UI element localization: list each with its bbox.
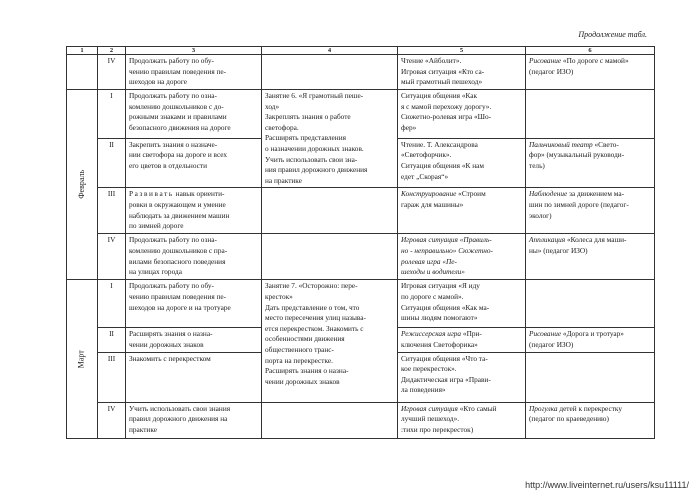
cell-line: о назначении дорожных знаков. [265,143,364,153]
cell-line: рожными знаками и правилами [129,112,227,122]
cell-line: :тихи про перекресток) [401,424,474,434]
cell-line: фер» [401,122,417,132]
cell-line: (педагог по краеведению) [529,414,609,424]
cell-line: Продолжать работу по обу- [129,281,214,291]
develop-tail: навык ориенти- [173,189,225,199]
table-row [67,188,655,234]
develop-spaced-word: Развивать [129,189,174,199]
cell-line: (педагог ИЗО) [529,66,574,76]
cell-line: Ситуация общения «Что та- [401,353,488,363]
footer-url[interactable]: http://www.liveinternet.ru/users/ksu11111/ [525,480,689,490]
cell-line: едет „Скорая“» [401,171,449,181]
goal-cell [126,188,262,234]
cell-line: ровки в окружающем и умение [129,199,226,209]
cell-line: шеходов на дороге и на тротуаре [129,302,231,312]
activity-cell [398,138,526,188]
cell-line: кое перекресток». [401,364,457,374]
cell-line: на практике [265,175,302,185]
week-cell: IV [98,55,126,90]
table-row [67,234,655,280]
activity-cell [398,352,526,402]
table-row [67,280,655,328]
lesson-cell-empty [262,188,398,234]
goal-cell [126,280,262,328]
activity-cell [398,280,526,328]
cell-line: комлению дошкольников с до- [129,101,224,111]
goal-cell [126,55,262,90]
week-cell: IV [98,402,126,438]
cell-line: Занятие 6. «Я грамотный пеше- [265,91,364,100]
week-cell: III [98,352,126,402]
cell-line: гараж для машины» [401,199,464,209]
collab-cell [526,234,655,280]
cell-line: его цветов в отдельности [129,161,207,171]
cell-line: Игровая ситуация «Я иду [401,281,480,291]
goal-cell [126,352,262,402]
col-header-6: 6 [526,47,655,55]
week-cell: I [98,280,126,328]
table-row [67,90,655,139]
month-cell-feb [67,90,98,280]
cell-line: Расширять знания о назна- [129,329,213,339]
goal-cell [126,90,262,139]
cell-line: ход» [265,101,280,111]
cell-line: я с мамой перехожу дорогу». [401,101,492,111]
continuation-label: Продолжение табл. [578,30,647,39]
col-header-3: 3 [126,47,262,55]
collab-cell [526,55,655,90]
cell-line: Игровая ситуация «Правиль- [401,235,492,245]
col-header-5: 5 [398,47,526,55]
cell-line: ла поведения» [401,385,446,395]
cell-line: ния правил дорожного движения [265,165,368,175]
cell-line: Дать представление о том, что [265,302,360,312]
cell-line: (педагог ИЗО) [529,339,574,349]
cell-line: практике [129,424,157,434]
cell-line: тель) [529,161,545,171]
collab-cell [526,188,655,234]
cell-line: Конструирование «Строим [401,189,486,199]
cell-line: Учить использовать свои знания [129,403,231,413]
collab-cell [526,328,655,352]
lesson-cell-empty [262,402,398,438]
activity-cell [398,55,526,90]
cell-line: Игровая ситуация «Кто са- [401,66,485,76]
cell-line: шины людям помогают» [401,313,478,323]
cell-line: Закрепить знания о назначе- [129,139,218,149]
goal-cell [126,234,262,280]
cell-line: особенностями движения [265,334,345,344]
cell-line: Ситуация общения «К нам [401,161,484,171]
cell-line: Наблюдение за движением ма- [529,189,625,199]
lesson-cell-feb [262,90,398,188]
header-row [67,47,655,55]
cell-line: эколог) [529,210,552,220]
activity-cell [398,402,526,438]
lesson-cell-empty [262,55,398,90]
month-label-mar: Март [76,349,86,368]
cell-line: Продолжать работу по озна- [129,91,217,100]
month-cell-empty [67,55,98,90]
activity-cell [398,90,526,139]
week-cell: II [98,328,126,352]
cell-line: шеходов на дороге [129,77,187,87]
cell-line: Расширять знания о назна- [265,366,349,376]
cell-line: Дидактическая игра «Прави- [401,374,491,384]
week-cell: III [98,188,126,234]
cell-line: ролевая игра «Пе- [401,256,457,266]
cell-line: Режиссерская игра «При- [401,329,482,339]
cell-line: Рисование «По дороге с мамой» [529,56,629,65]
cell-line: Чтение «Айболит». [401,56,462,65]
col-header-4: 4 [262,47,398,55]
cell-line: Учить использовать свои зна- [265,154,358,164]
cell-line: ключения Светофорика» [401,339,478,349]
cell-line: шин по зимней дороге (педагог- [529,199,629,209]
activity-cell [398,188,526,234]
cell-line: Аппликация «Колеса для маши- [529,235,627,245]
cell-line: Сюжетно-ролевая игра «Шо- [401,112,492,122]
cell-line: Чтение. Т. Александрова [401,139,478,149]
week-cell: I [98,90,126,139]
cell-line: «Светофорчик». [401,150,452,160]
cell-line: Закреплять знания о работе [265,112,351,122]
cell-line: чении дорожных знаков [265,376,340,386]
cell-line: чению правилам поведения пе- [129,291,227,301]
cell-line: на улицах города [129,267,182,277]
cell-line: но - неправильно» Сюжетно- [401,245,493,255]
activity-cell [398,328,526,352]
activity-cell [398,234,526,280]
cell-line: мый грамотный пешеход» [401,77,483,87]
cell-line: чении дорожных знаков [129,339,204,349]
table-row [67,402,655,438]
cell-line: наблюдать за движением машин [129,210,230,220]
month-label-feb: Февраль [76,170,86,200]
col-header-2: 2 [98,47,126,55]
lesson-cell-mar [262,280,398,402]
cell-line: Игровая ситуация «Кто самый [401,403,497,413]
lesson-cell-empty [262,234,398,280]
cell-line: кресток» [265,291,293,301]
cell-line: лучший пешеход». [401,414,460,424]
cell-line: ны» (педагог ИЗО) [529,245,588,255]
cell-line: чению правилам поведения пе- [129,66,227,76]
cell-line: по зимней дороге [129,221,184,231]
cell-line: Продолжать работу по обу- [129,56,214,65]
cell-line: Ситуация общения «Как [401,91,478,100]
month-cell-mar [67,280,98,438]
collab-cell [526,402,655,438]
cell-line: общественного транс- [265,344,334,354]
cell-line: нии светофора на дороге и всех [129,150,228,160]
cell-line: место пересечения улиц называ- [265,313,366,323]
goal-cell [126,328,262,352]
collab-cell [526,352,655,402]
cell-line: безопасного движения на дороге [129,122,231,132]
goal-lines [129,200,258,232]
cell-line: порта на перекрестке. [265,355,333,365]
cell-line: вилами безопасного поведения [129,256,226,266]
cell-line: правил дорожного движения на [129,414,228,424]
week-cell: II [98,138,126,188]
collab-cell [526,90,655,139]
cell-line: Занятие 7. «Осторожно: пере- [265,281,358,291]
cell-line: Расширять представления [265,133,346,143]
cell-line: по дороге с мамой». [401,291,464,301]
curriculum-table [66,46,655,439]
cell-line: Знакомить с перекрестком [129,353,211,363]
cell-line: Ситуация общения «Как ма- [401,302,490,312]
cell-line: ется перекрестком. Знакомить с [265,323,364,333]
cell-line: Пальчиковый театр «Свето- [529,139,619,149]
week-cell: IV [98,234,126,280]
cell-line: шеходы и водители» [401,267,465,277]
cell-line: Рисование «Дорога и тротуар» [529,329,624,339]
goal-cell [126,138,262,188]
cell-line: светофора. [265,122,299,132]
cell-line: Прогулка детей к перекрестку [529,403,622,413]
collab-cell [526,138,655,188]
table-row [67,55,655,90]
collab-cell [526,280,655,328]
col-header-1: 1 [67,47,98,55]
cell-line: Продолжать работу по озна- [129,235,217,245]
goal-cell [126,402,262,438]
cell-line: комлению дошкольников с пра- [129,245,228,255]
cell-line: фор» (музыкальный руководи- [529,150,625,160]
